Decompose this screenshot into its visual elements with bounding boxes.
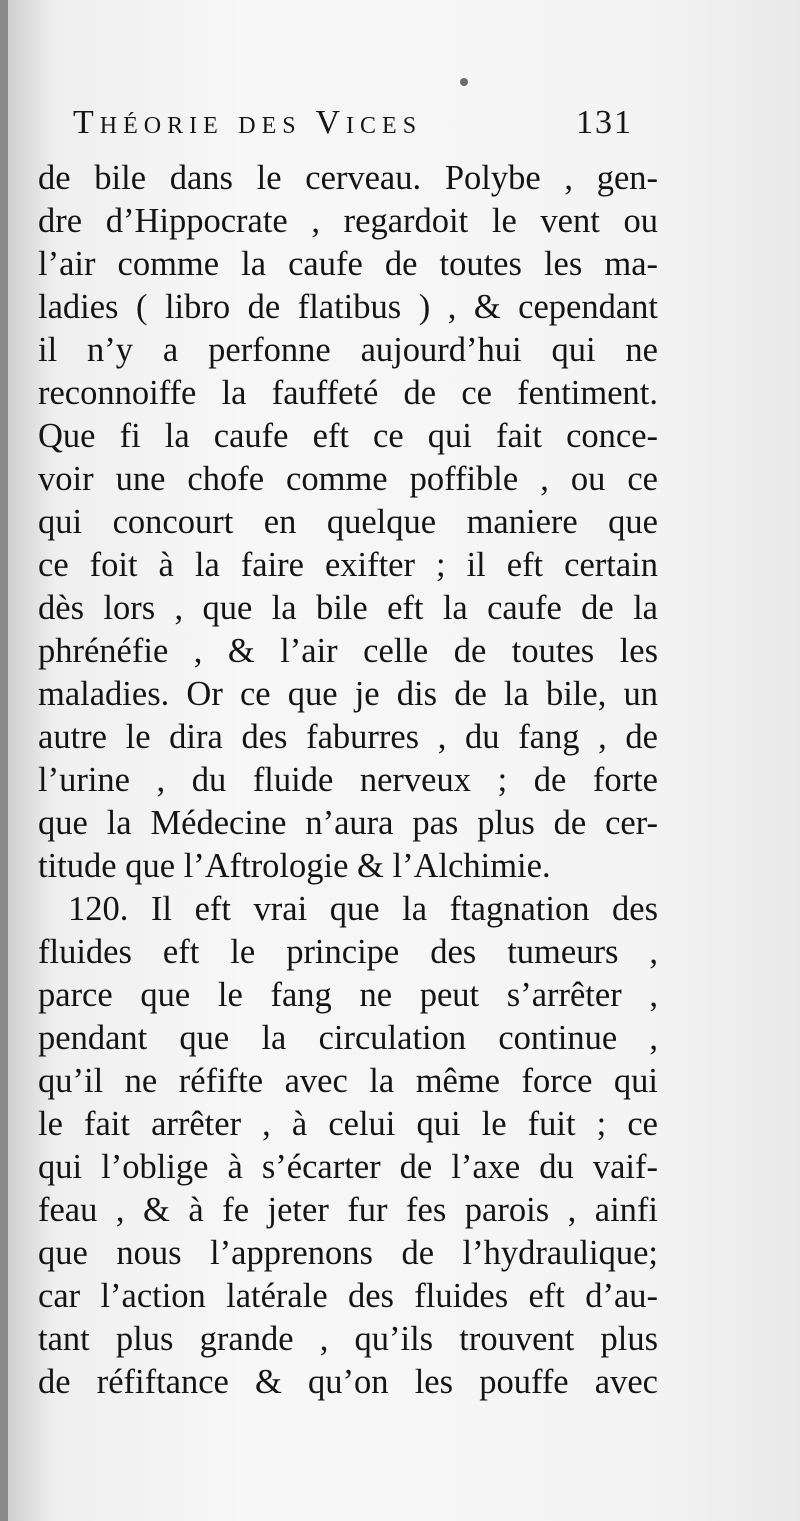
text-line: le fait arrêter , à celui qui le fuit ; ce — [38, 1105, 658, 1143]
text-line: que la Médecine n’aura pas plus de cer- — [38, 804, 658, 842]
paragraph-start-line: 120. Il eft vrai que la ftagnation des — [68, 890, 658, 928]
text-line: dre d’Hippocrate , regardoit le vent ou — [38, 202, 658, 240]
page-number: 131 — [576, 104, 633, 141]
text-line: fluides eft le principe des tumeurs , — [38, 933, 658, 971]
text-line: que nous l’apprenons de l’hydraulique; — [38, 1234, 658, 1272]
text-line: car l’action latérale des fluides eft d’au- — [38, 1277, 658, 1315]
text-line: qui concourt en quelque maniere que — [38, 503, 658, 541]
text-line: ce foit à la faire exifter ; il eft certain — [38, 546, 658, 584]
text-line: voir une chofe comme poffible , ou ce — [38, 460, 658, 498]
text-line: maladies. Or ce que je dis de la bile, un — [38, 675, 658, 713]
text-line: phrénéfie , & l’air celle de toutes les — [38, 632, 658, 670]
text-line: qui l’oblige à s’écarter de l’axe du vaif- — [38, 1148, 658, 1186]
text-line: ladies ( libro de flatibus ) , & cependant — [38, 288, 658, 326]
text-line: de bile dans le cerveau. Polybe , gen- — [38, 159, 658, 197]
text-line: feau , & à fe jeter fur fes parois , ainfi — [38, 1191, 658, 1229]
text-line: autre le dira des faburres , du fang , de — [38, 718, 658, 756]
body-text — [38, 157, 658, 1404]
text-line: reconnoiffe la fauffeté de ce fentiment. — [38, 374, 658, 412]
ink-speck — [460, 78, 468, 86]
text-line: pendant que la circulation continue , — [38, 1019, 658, 1057]
text-line: parce que le fang ne peut s’arrêter , — [38, 976, 658, 1014]
text-line: titude que l’Aftrologie & l’Alchimie. — [38, 847, 551, 885]
text-line: de réfiftance & qu’on les pouffe avec — [38, 1363, 658, 1401]
text-line: dès lors , que la bile eft la caufe de la — [38, 589, 658, 627]
page-header — [73, 100, 633, 160]
text-line: il n’y a perfonne aujourd’hui qui ne — [38, 331, 658, 369]
book-page — [8, 0, 800, 1521]
text-line: tant plus grande , qu’ils trouvent plus — [38, 1320, 658, 1358]
text-line: l’urine , du fluide nerveux ; de forte — [38, 761, 658, 799]
text-line: qu’il ne réfifte avec la même force qui — [38, 1062, 658, 1100]
text-line: l’air comme la caufe de toutes les ma- — [38, 245, 658, 283]
running-title: Théorie des Vices — [73, 104, 423, 141]
text-line: Que fi la caufe eft ce qui fait conce- — [38, 417, 658, 455]
